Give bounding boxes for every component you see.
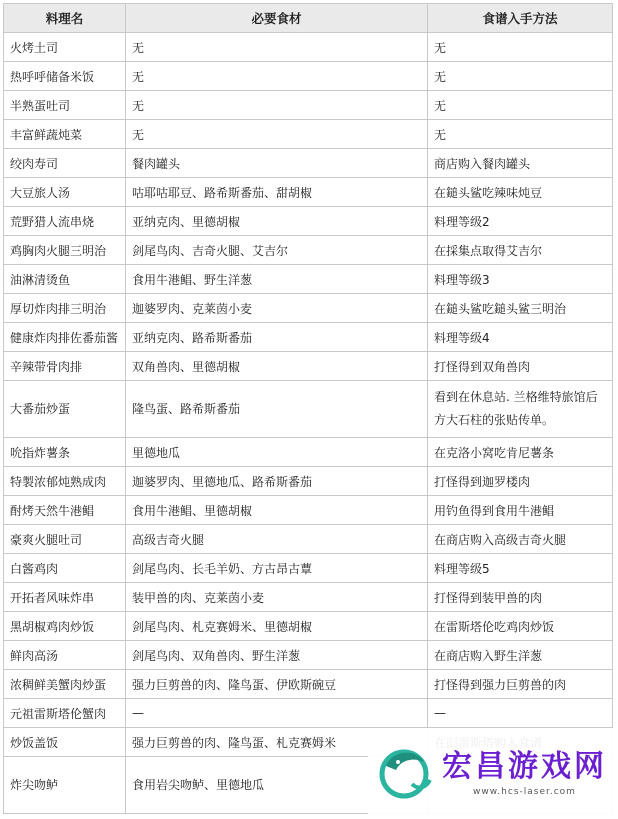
- cell-dish-name: 热呼呼储备米饭: [4, 62, 126, 91]
- cell-dish-name: 火烤土司: [4, 33, 126, 62]
- cell-ingredients: 强力巨剪兽的肉、隆鸟蛋、札克赛姆米: [126, 728, 428, 757]
- dragon-logo-icon: [372, 740, 436, 804]
- cell-ingredients: 装甲兽的肉、克莱茵小麦: [126, 583, 428, 612]
- cell-ingredients: 剑尾鸟肉、长毛羊奶、方古昂古蕈: [126, 554, 428, 583]
- cell-recipe-source: 打怪得到强力巨剪兽的肉: [428, 670, 613, 699]
- cell-dish-name: 元祖雷斯塔伦蟹肉: [4, 699, 126, 728]
- cell-ingredients: 隆鸟蛋、路希斯番茄: [126, 381, 428, 438]
- table-row: [4, 33, 613, 62]
- cell-dish-name: 酎烤天然牛港鲳: [4, 496, 126, 525]
- cell-ingredients: 食用岩尖吻鲈、里德地瓜: [126, 757, 428, 814]
- cell-recipe-source: 打怪得到迦罗楼肉: [428, 467, 613, 496]
- cell-ingredients: 无: [126, 62, 428, 91]
- cell-recipe-source: 料理等级4: [428, 323, 613, 352]
- cell-recipe-source: 料理等级2: [428, 207, 613, 236]
- cell-recipe-source: 打怪得到双角兽肉: [428, 352, 613, 381]
- cell-dish-name: 吮指炸薯条: [4, 438, 126, 467]
- table-row: [4, 525, 613, 554]
- cell-ingredients: 迦婆罗肉、克莱茵小麦: [126, 294, 428, 323]
- cell-ingredients: 食用牛港鲳、野生洋葱: [126, 265, 428, 294]
- cell-recipe-source: 无: [428, 33, 613, 62]
- table-row: [4, 467, 613, 496]
- cell-dish-name: 鲜肉高汤: [4, 641, 126, 670]
- table-header-row: [4, 4, 613, 33]
- cell-ingredients: 双角兽肉、里德胡椒: [126, 352, 428, 381]
- table-row: [4, 62, 613, 91]
- cell-ingredients: 无: [126, 120, 428, 149]
- cell-recipe-source: 无: [428, 120, 613, 149]
- cell-ingredients: —: [126, 699, 428, 728]
- cell-recipe-source: 无: [428, 91, 613, 120]
- cell-recipe-source: 看到在休息站. 兰格维特旅馆后方大石柱的张贴传单。: [428, 381, 613, 438]
- cell-recipe-source: 料理等级3: [428, 265, 613, 294]
- table-row: [4, 496, 613, 525]
- cell-recipe-source: 在商店购入野生洋葱: [428, 641, 613, 670]
- recipe-table: [3, 3, 613, 814]
- table-row: [4, 236, 613, 265]
- cell-ingredients: 无: [126, 33, 428, 62]
- table-body: [4, 33, 613, 814]
- cell-recipe-source: 打怪得到装甲兽的肉: [428, 583, 613, 612]
- cell-recipe-source: 料理等级5: [428, 554, 613, 583]
- cell-recipe-source: 商店购入餐肉罐头: [428, 149, 613, 178]
- table-row: [4, 120, 613, 149]
- cell-recipe-source: 无: [428, 62, 613, 91]
- watermark-title: 宏昌游戏网: [442, 749, 607, 784]
- cell-dish-name: 辛辣带骨肉排: [4, 352, 126, 381]
- table-row: [4, 149, 613, 178]
- cell-dish-name: 开拓者风味炸串: [4, 583, 126, 612]
- cell-dish-name: 荒野猎人流串烧: [4, 207, 126, 236]
- table-row: [4, 641, 613, 670]
- cell-recipe-source: 在鎚头鲨吃鎚头鲨三明治: [428, 294, 613, 323]
- table-row: [4, 265, 613, 294]
- watermark-url: www.hcs-laser.com: [473, 787, 576, 797]
- table-row: [4, 91, 613, 120]
- header-ingredients: 必要食材: [126, 4, 428, 33]
- cell-dish-name: 炒饭盖饭: [4, 728, 126, 757]
- cell-dish-name: 豪爽火腿吐司: [4, 525, 126, 554]
- cell-recipe-source: 在雷斯塔伦吃鸡肉炒饭: [428, 612, 613, 641]
- table-row: [4, 554, 613, 583]
- cell-dish-name: 大豆旅人汤: [4, 178, 126, 207]
- cell-ingredients: 亚纳克肉、里德胡椒: [126, 207, 428, 236]
- cell-dish-name: 厚切炸肉排三明治: [4, 294, 126, 323]
- table-row: [4, 178, 613, 207]
- header-dish-name: 料理名: [4, 4, 126, 33]
- table-row: [4, 352, 613, 381]
- cell-recipe-source: 在採集点取得艾吉尔: [428, 236, 613, 265]
- table-row: [4, 699, 613, 728]
- table-row: [4, 323, 613, 352]
- table-row: [4, 438, 613, 467]
- table-row: [4, 381, 613, 438]
- cell-ingredients: 餐肉罐头: [126, 149, 428, 178]
- table-row: [4, 207, 613, 236]
- cell-recipe-source: —: [428, 699, 613, 728]
- cell-dish-name: 半熟蛋吐司: [4, 91, 126, 120]
- cell-ingredients: 食用牛港鲳、里德胡椒: [126, 496, 428, 525]
- table-row: [4, 583, 613, 612]
- cell-ingredients: 剑尾鸟肉、札克赛姆米、里德胡椒: [126, 612, 428, 641]
- cell-ingredients: 强力巨剪兽的肉、隆鸟蛋、伊欧斯碗豆: [126, 670, 428, 699]
- table-row: [4, 294, 613, 323]
- cell-dish-name: 大番茄炒蛋: [4, 381, 126, 438]
- cell-recipe-source: 在克洛小窝吃肯尼薯条: [428, 438, 613, 467]
- cell-ingredients: 高级吉奇火腿: [126, 525, 428, 554]
- cell-dish-name: 油淋清烫鱼: [4, 265, 126, 294]
- header-recipe-source: 食谱入手方法: [428, 4, 613, 33]
- cell-ingredients: 剑尾鸟肉、吉奇火腿、艾吉尔: [126, 236, 428, 265]
- cell-dish-name: 绞肉寿司: [4, 149, 126, 178]
- cell-ingredients: 咕耶咕耶豆、路希斯番茄、甜胡椒: [126, 178, 428, 207]
- cell-recipe-source: 在鎚头鲨吃辣味炖豆: [428, 178, 613, 207]
- cell-dish-name: 鸡胸肉火腿三明治: [4, 236, 126, 265]
- cell-dish-name: 黑胡椒鸡肉炒饭: [4, 612, 126, 641]
- cell-dish-name: 丰富鲜蔬炖菜: [4, 120, 126, 149]
- cell-dish-name: 特製浓郁炖熟成肉: [4, 467, 126, 496]
- cell-dish-name: 炸尖吻鲈: [4, 757, 126, 814]
- cell-ingredients: 迦婆罗肉、里德地瓜、路希斯番茄: [126, 467, 428, 496]
- site-watermark: [368, 728, 614, 816]
- cell-recipe-source: 用钓鱼得到食用牛港鲳: [428, 496, 613, 525]
- cell-dish-name: 浓稠鲜美蟹肉炒蛋: [4, 670, 126, 699]
- cell-recipe-source: 在商店购入高级吉奇火腿: [428, 525, 613, 554]
- cell-ingredients: 里德地瓜: [126, 438, 428, 467]
- cell-dish-name: 白酱鸡肉: [4, 554, 126, 583]
- cell-ingredients: 剑尾鸟肉、双角兽肉、野生洋葱: [126, 641, 428, 670]
- cell-ingredients: 无: [126, 91, 428, 120]
- cell-dish-name: 健康炸肉排佐番茄酱: [4, 323, 126, 352]
- table-row: [4, 612, 613, 641]
- table-row: [4, 670, 613, 699]
- cell-ingredients: 亚纳克肉、路希斯番茄: [126, 323, 428, 352]
